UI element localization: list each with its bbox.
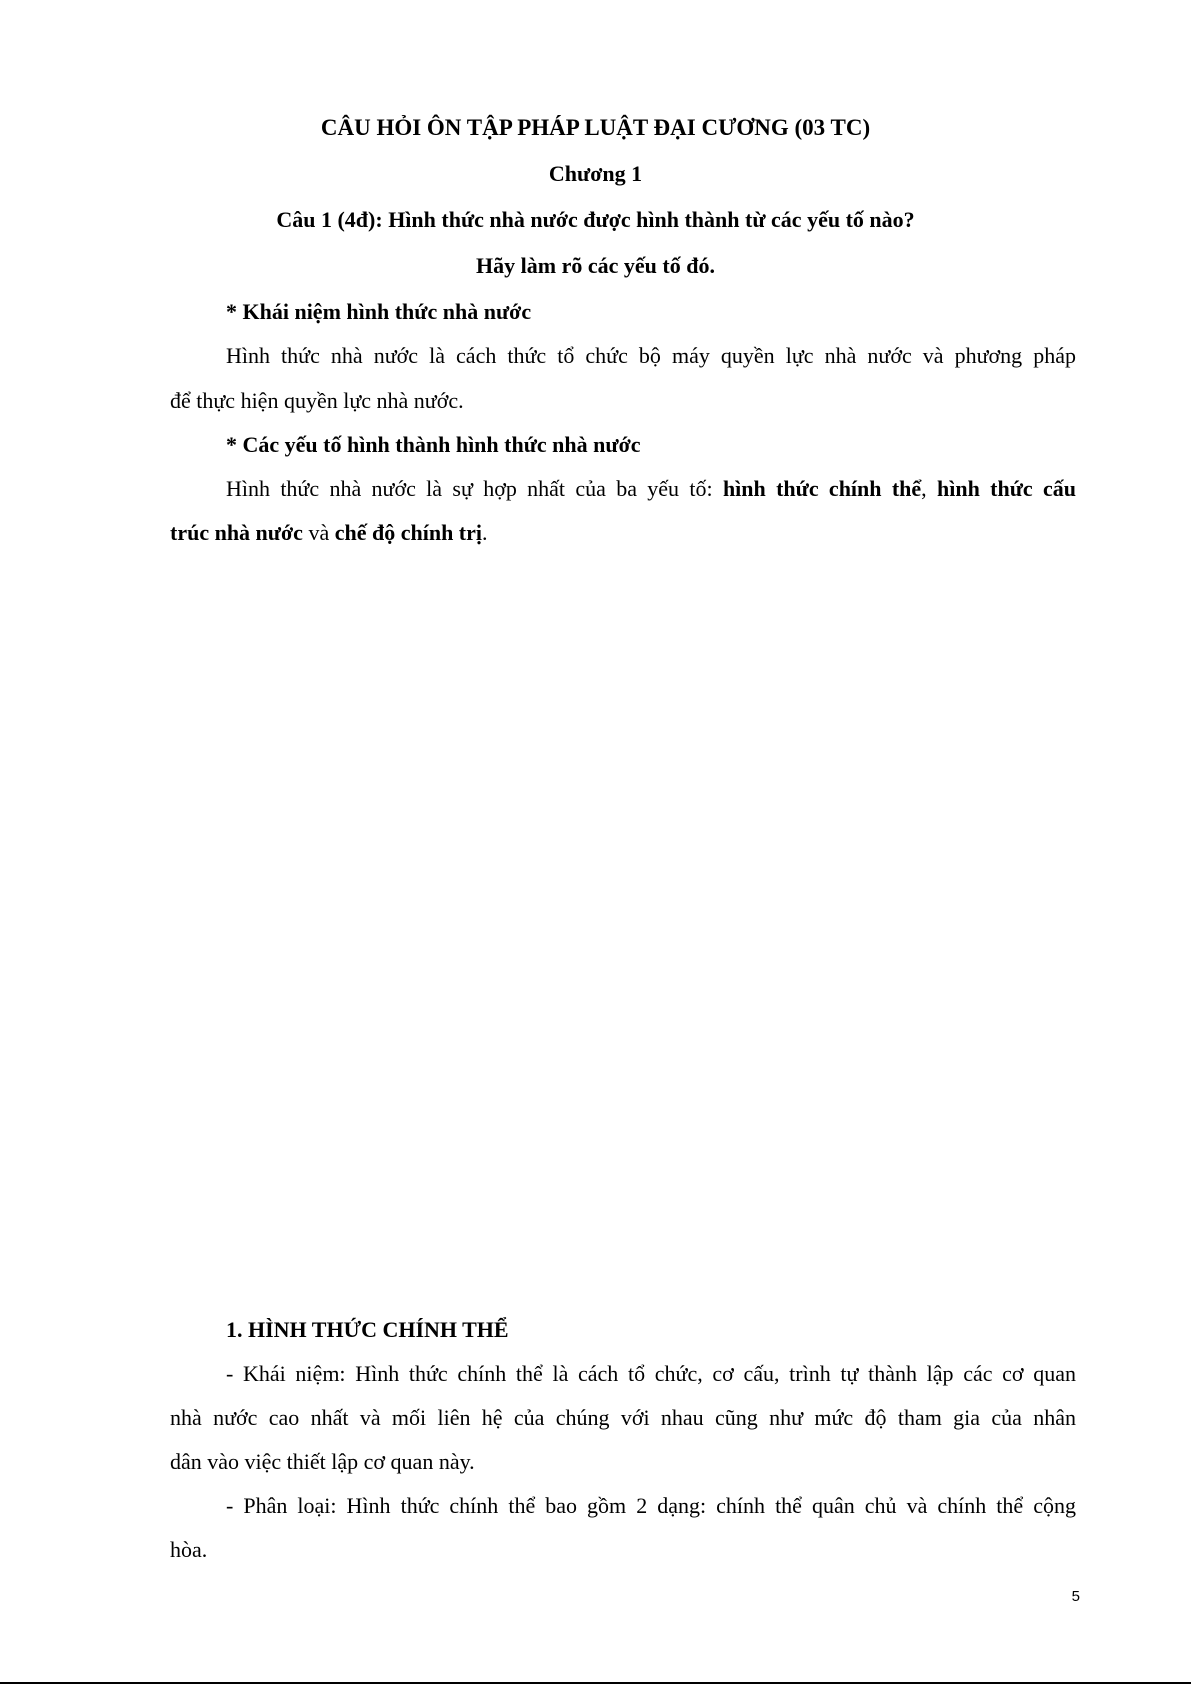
- page-bottom-rule: [0, 1682, 1191, 1684]
- question-heading-line-2: Hãy làm rõ các yếu tố đó.: [476, 253, 715, 278]
- section-1-classification-line-1: - Phân loại: Hình thức chính thể bao gồm 2 dạng: chính thể quân chủ và chính thể cộng: [226, 1493, 1076, 1518]
- question-heading-line-1: Câu 1 (4đ): Hình thức nhà nước được hình thành từ các yếu tố nào?: [276, 207, 915, 232]
- section-1-definition-line-3: dân vào việc thiết lập cơ quan này.: [170, 1449, 475, 1474]
- elements-text-prefix: Hình thức nhà nước là sự hợp nhất của ba yếu tố:: [226, 476, 723, 501]
- elements-paragraph-line-2: [170, 519, 488, 547]
- elements-comma: ,: [921, 476, 937, 501]
- term-cau-truc-part-1: hình thức cấu: [937, 476, 1076, 501]
- section-1-classification-line-2: hòa.: [170, 1537, 208, 1562]
- document-title: CÂU HỎI ÔN TẬP PHÁP LUẬT ĐẠI CƯƠNG (03 TC): [320, 115, 871, 140]
- section-1-definition-line-1: - Khái niệm: Hình thức chính thể là cách tổ chức, cơ cấu, trình tự thành lập các cơ quan: [226, 1361, 1076, 1386]
- elements-period: .: [482, 520, 488, 545]
- concept-section-heading: * Khái niệm hình thức nhà nước: [226, 299, 532, 324]
- section-1-definition-line-2: nhà nước cao nhất và mối liên hệ của chúng với nhau cũng như mức độ tham gia của nhân: [170, 1405, 1076, 1430]
- section-1-heading: 1. HÌNH THỨC CHÍNH THỂ: [226, 1317, 509, 1342]
- chapter-heading: Chương 1: [548, 161, 643, 186]
- page-number: 5: [1071, 1588, 1080, 1605]
- term-cau-truc-part-2: trúc nhà nước: [170, 520, 303, 545]
- concept-paragraph-line-2: để thực hiện quyền lực nhà nước.: [170, 388, 464, 413]
- elements-and: và: [302, 520, 335, 545]
- term-chinh-the: hình thức chính thể: [722, 476, 922, 501]
- concept-paragraph-line-1: Hình thức nhà nước là cách thức tổ chức bộ máy quyền lực nhà nước và phương pháp: [226, 343, 1076, 368]
- elements-paragraph-line-1: [226, 475, 1076, 503]
- term-che-do-chinh-tri: chế độ chính trị: [334, 520, 483, 545]
- elements-section-heading: * Các yếu tố hình thành hình thức nhà nước: [226, 432, 641, 457]
